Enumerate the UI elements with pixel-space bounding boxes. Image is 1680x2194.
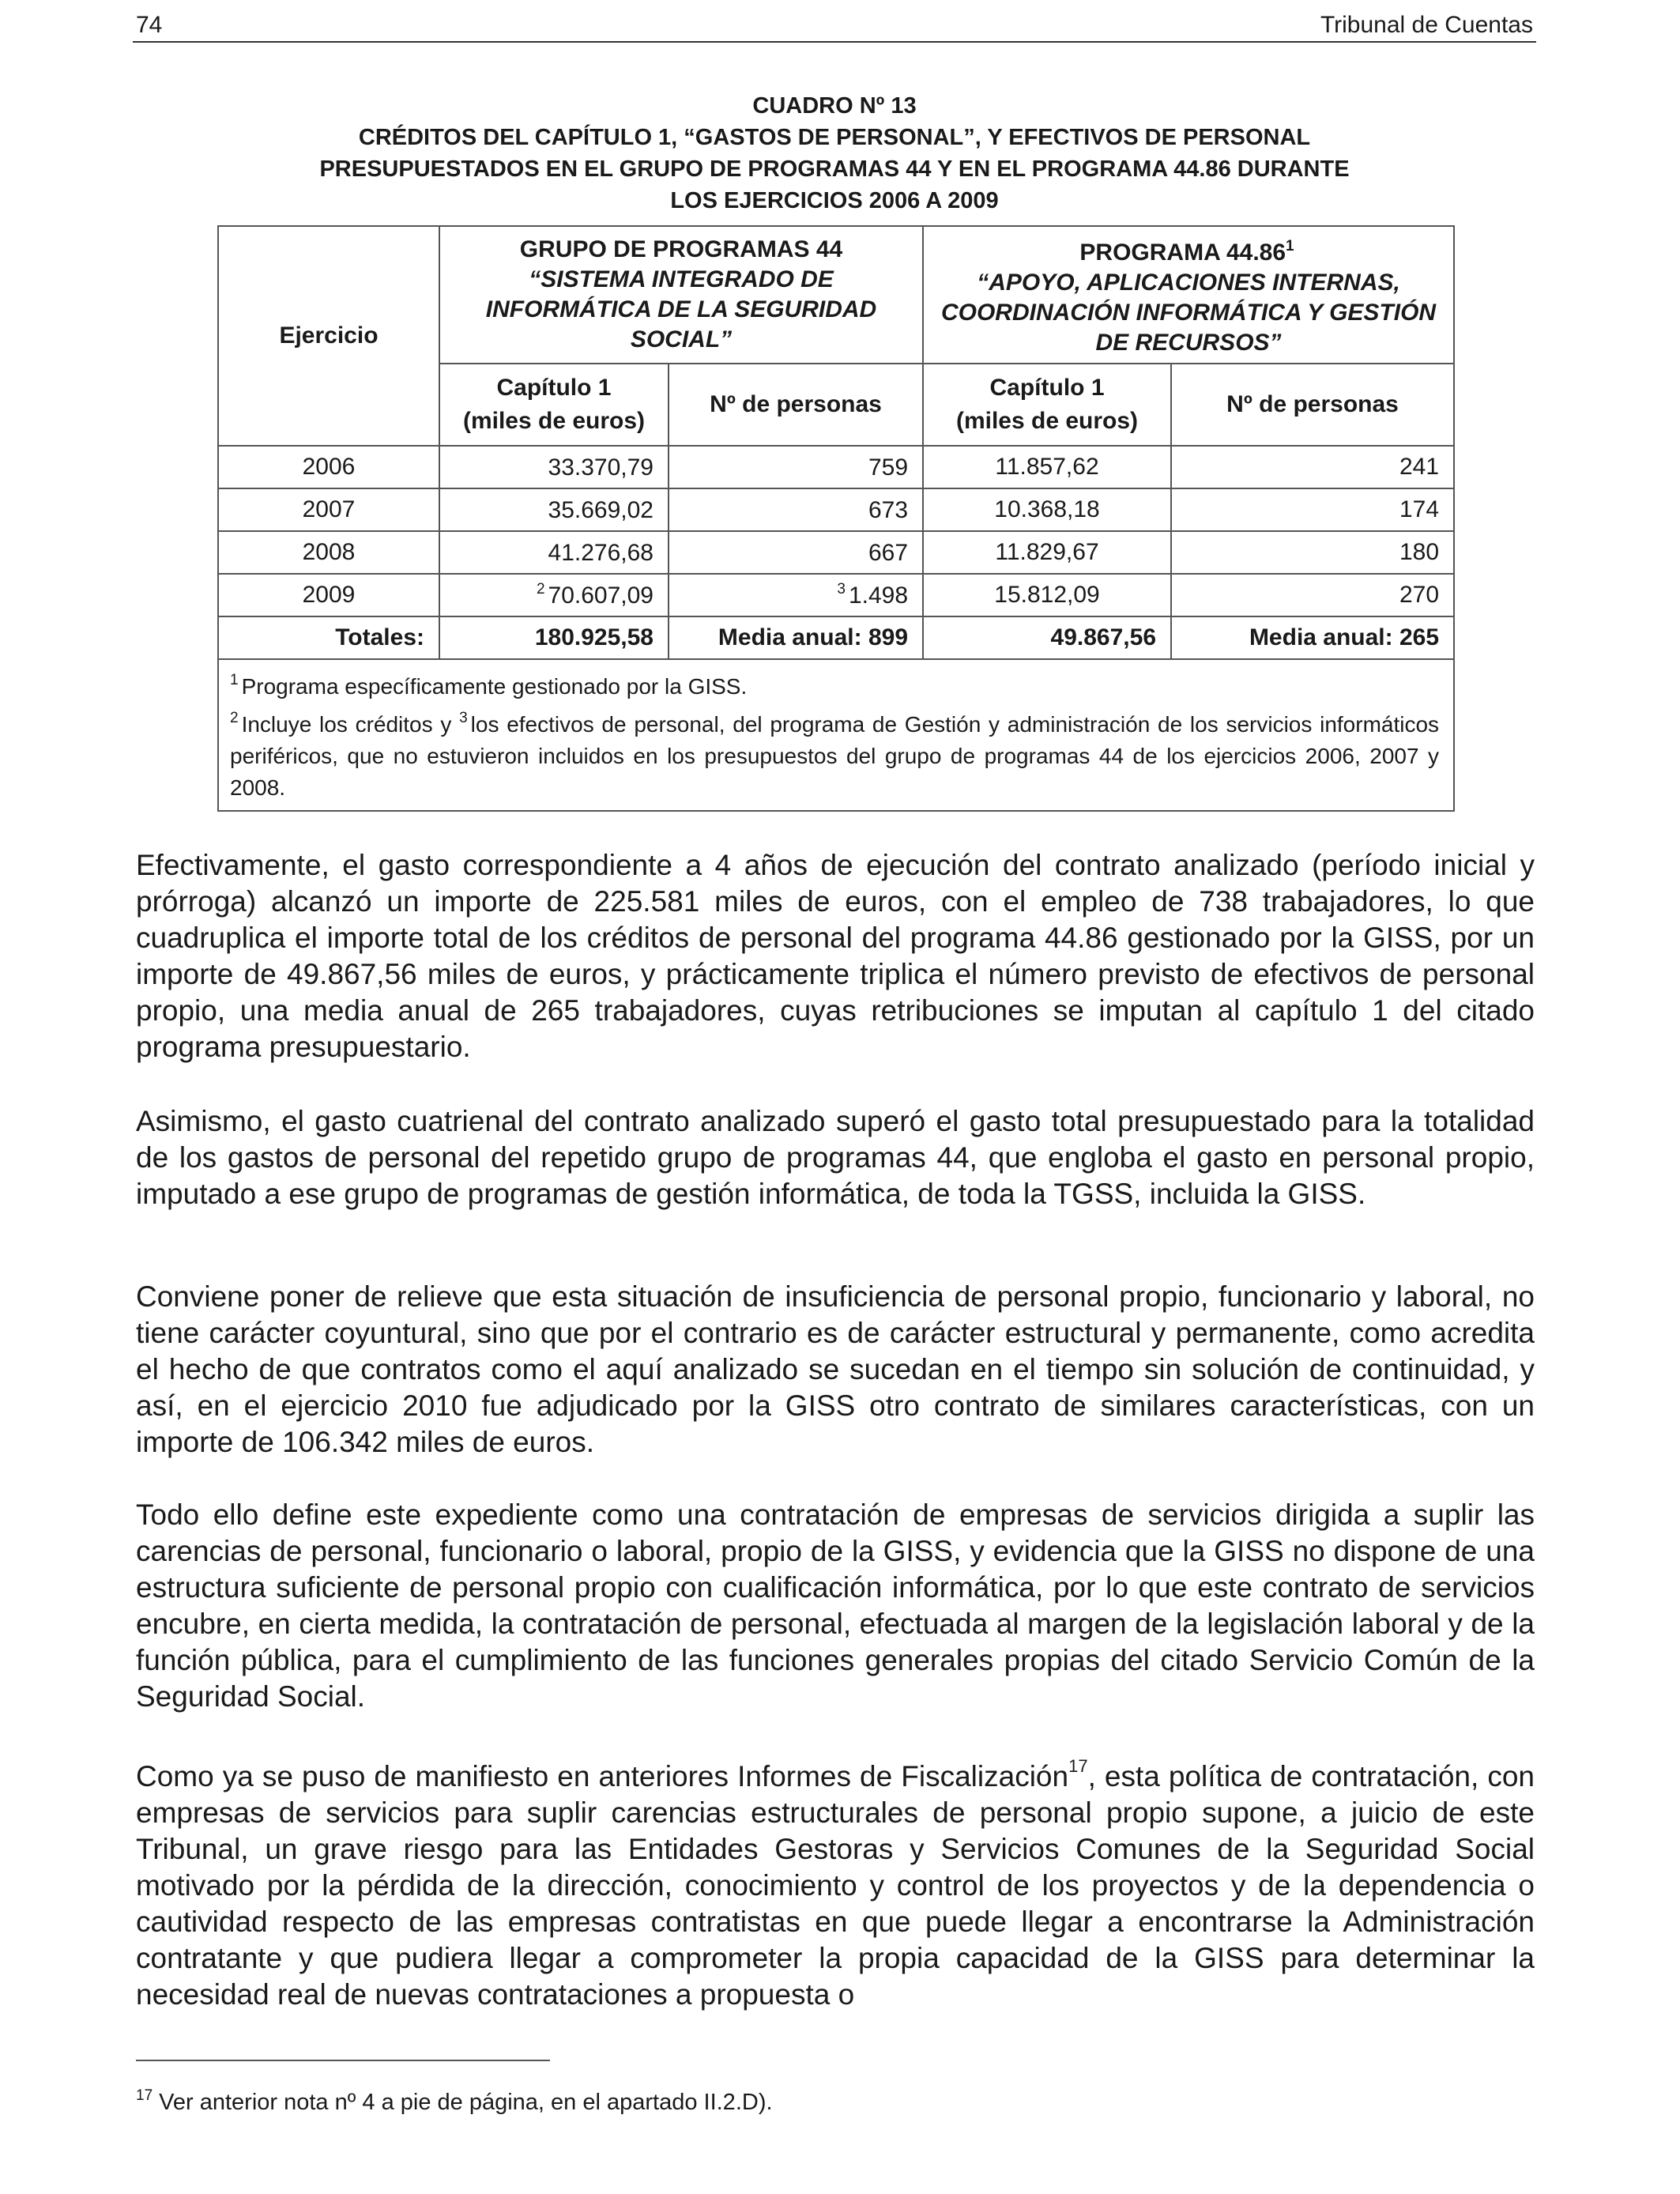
table-row: [218, 531, 1454, 574]
cell-year: 2006: [218, 446, 439, 488]
page-header: [133, 9, 1536, 43]
footnote-17: [136, 2080, 773, 2118]
cell-personas-44: [669, 446, 923, 488]
value: 33.370,79: [548, 454, 654, 481]
table-header-row: [218, 226, 1454, 364]
value: 70.607,09: [548, 582, 654, 609]
cell-year: 2007: [218, 488, 439, 531]
cell-cap1-44: [439, 446, 669, 488]
note-ref: 3: [837, 581, 846, 598]
value: 41.276,68: [548, 540, 654, 566]
paragraph-5: [136, 1748, 1535, 2013]
value: 673: [868, 497, 909, 523]
caption-line-1: CUADRO Nº 13: [752, 93, 917, 119]
grupo-44-title: GRUPO DE PROGRAMAS 44: [519, 236, 843, 262]
cell-year: 2008: [218, 531, 439, 574]
totals-personas-44: Media anual: 899: [669, 616, 923, 659]
page-number: 74: [136, 12, 163, 38]
table-notes: [218, 659, 1454, 811]
cap1-label: Capítulo 1: [496, 375, 612, 401]
totals-row: [218, 616, 1454, 659]
programa-4486-title-line: [938, 232, 1439, 268]
cell-personas-44: [669, 574, 923, 616]
cell-personas-4486: 270: [1171, 574, 1454, 616]
caption-line-3: PRESUPUESTADOS EN EL GRUPO DE PROGRAMAS 44 Y EN EL PROGRAMA 44.86 DURANTE: [319, 156, 1350, 182]
note-text: los efectivos de personal, del programa de Gestión y administración de los servicios informáticos periféricos, que no estuvieron incluidos en los presupuestos del grupo de programas 44 de los ejercicios 2006, 2007 y 2008.: [230, 712, 1440, 800]
cell-cap1-4486: 10.368,18: [923, 488, 1171, 531]
paragraph-2: Asimismo, el gasto cuatrienal del contrato analizado superó el gasto total presupuestado para la totalidad de los gastos de personal del repetido grupo de programas 44, que engloba el gasto en personal propio, imputado a ese grupo de programas de gestión informática, de toda la TGSS, incluida la GISS.: [136, 1105, 1535, 1210]
footnote-ref-17[interactable]: 17: [1068, 1756, 1088, 1776]
programa-4486-name: “APOYO, APLICACIONES INTERNAS, COORDINACIÓN INFORMÁTICA Y GESTIÓN DE RECURSOS”: [940, 270, 1437, 356]
value: 35.669,02: [548, 497, 654, 523]
cell-personas-44: [669, 531, 923, 574]
table-notes-row: [218, 659, 1454, 811]
footnote-divider: [136, 2060, 550, 2061]
value: 1.498: [848, 582, 909, 609]
table-note-1: [230, 665, 1439, 703]
cell-personas-4486: 241: [1171, 446, 1454, 488]
cap1-label: Capítulo 1: [989, 375, 1105, 401]
header-ejercicio: Ejercicio: [218, 226, 439, 446]
paragraph-5-text-cont: , esta política de contratación, con empresas de servicios para suplir carencias estructurales de personal propio supone, a juicio de este Tribunal, un grave riesgo para las Entidades Gestoras y Servicios Comunes de la Seguridad Social motivado por la pérdida de la dirección, conocimiento y control de los proyectos y de la dependencia o cautividad respecto de las empresas contratistas en que puede llegar a encontrarse la Administración contratante y que pudiera llegar a comprometer la propia capacidad de la GISS para determinar la necesidad real de nuevas contrataciones a propuesta o: [136, 1760, 1535, 2011]
value: 759: [868, 454, 909, 481]
footnote-text: Ver anterior nota nº 4 a pie de página, en el apartado II.2.D).: [159, 2090, 773, 2115]
cell-cap1-44: [439, 531, 669, 574]
caption-line-4: LOS EJERCICIOS 2006 A 2009: [670, 188, 999, 213]
cell-cap1-44: [439, 574, 669, 616]
grupo-44-name: “SISTEMA INTEGRADO DE INFORMÁTICA DE LA SEGURIDAD SOCIAL”: [485, 266, 877, 352]
totals-label: Totales:: [218, 616, 439, 659]
subheader-cap1-4486: [923, 364, 1171, 446]
cell-cap1-4486: 11.857,62: [923, 446, 1171, 488]
cap1-unit: (miles de euros): [462, 408, 646, 434]
note-marker: 3: [459, 710, 468, 726]
cell-cap1-4486: 15.812,09: [923, 574, 1171, 616]
footnote-number: 17: [136, 2087, 153, 2104]
cuadro-13-table: [217, 225, 1455, 812]
note-marker: 2: [230, 710, 239, 726]
note-text: Programa específicamente gestionado por la GISS.: [241, 674, 748, 699]
note-marker: 1: [230, 672, 239, 688]
paragraph-1: Efectivamente, el gasto correspondiente a 4 años de ejecución del contrato analizado (período inicial y prórroga) alcanzó un importe de 225.581 miles de euros, con el empleo de 738 trabajadores, lo que cuadruplica el importe total de los créditos de personal del programa 44.86 gestionado por la GISS, por un importe de 49.867,56 miles de euros, y prácticamente triplica el número previsto de efectivos de personal propio, una media anual de 265 trabajadores, cuyas retribuciones se imputan al capítulo 1 del citado programa presupuestario.: [136, 849, 1535, 1063]
programa-4486-title: PROGRAMA 44.86: [1079, 239, 1286, 266]
header-grupo-44: [439, 226, 923, 364]
table-row: [218, 488, 1454, 531]
cell-personas-4486: 174: [1171, 488, 1454, 531]
cell-cap1-44: [439, 488, 669, 531]
note-ref: 2: [536, 581, 545, 598]
totals-personas-4486: Media anual: 265: [1171, 616, 1454, 659]
paragraph-5-text: Como ya se puso de manifiesto en anteriores Informes de Fiscalización: [136, 1760, 1069, 1793]
paragraph-4: Todo ello define este expediente como una contratación de empresas de servicios dirigida a suplir las carencias de personal, funcionario o laboral, propio de la GISS, y evidencia que la GISS no dispone de una estructura suficiente de personal propio con cualificación informática, por lo que este contrato de servicios encubre, en cierta medida, la contratación de personal, efectuada al margen de la legislación laboral y de la función pública, para el cumplimiento de las funciones generales propias del citado Servicio Común de la Seguridad Social.: [136, 1498, 1535, 1713]
programa-4486-note-ref: 1: [1286, 238, 1294, 254]
subheader-personas-44: Nº de personas: [669, 364, 923, 446]
cap1-unit: (miles de euros): [955, 408, 1139, 434]
header-programa-4486: [923, 226, 1454, 364]
subheader-cap1-44: [439, 364, 669, 446]
table-caption: [133, 90, 1536, 217]
value: 667: [868, 540, 909, 566]
paragraph-3: Conviene poner de relieve que esta situación de insuficiencia de personal propio, funcionario y laboral, no tiene carácter coyuntural, sino que por el contrario es de carácter estructural y permanente, como acredita el hecho de que contratos como el aquí analizado se sucedan en el tiempo sin solución de continuidad, y así, en el ejercicio 2010 fue adjudicado por la GISS otro contrato de similares características, con un importe de 106.342 miles de euros.: [136, 1280, 1535, 1458]
table-note-2: [230, 703, 1439, 804]
caption-line-2: CRÉDITOS DEL CAPÍTULO 1, “GASTOS DE PERSONAL”, Y EFECTIVOS DE PERSONAL: [358, 125, 1311, 150]
subheader-personas-4486: Nº de personas: [1171, 364, 1454, 446]
totals-cap1-44: 180.925,58: [439, 616, 669, 659]
table-row: [218, 574, 1454, 616]
cell-year: 2009: [218, 574, 439, 616]
cell-cap1-4486: 11.829,67: [923, 531, 1171, 574]
running-head: Tribunal de Cuentas: [1320, 12, 1533, 38]
note-text: Incluye los créditos y: [241, 712, 452, 737]
cell-personas-44: [669, 488, 923, 531]
table-row: [218, 446, 1454, 488]
cell-personas-4486: 180: [1171, 531, 1454, 574]
totals-cap1-4486: 49.867,56: [923, 616, 1171, 659]
